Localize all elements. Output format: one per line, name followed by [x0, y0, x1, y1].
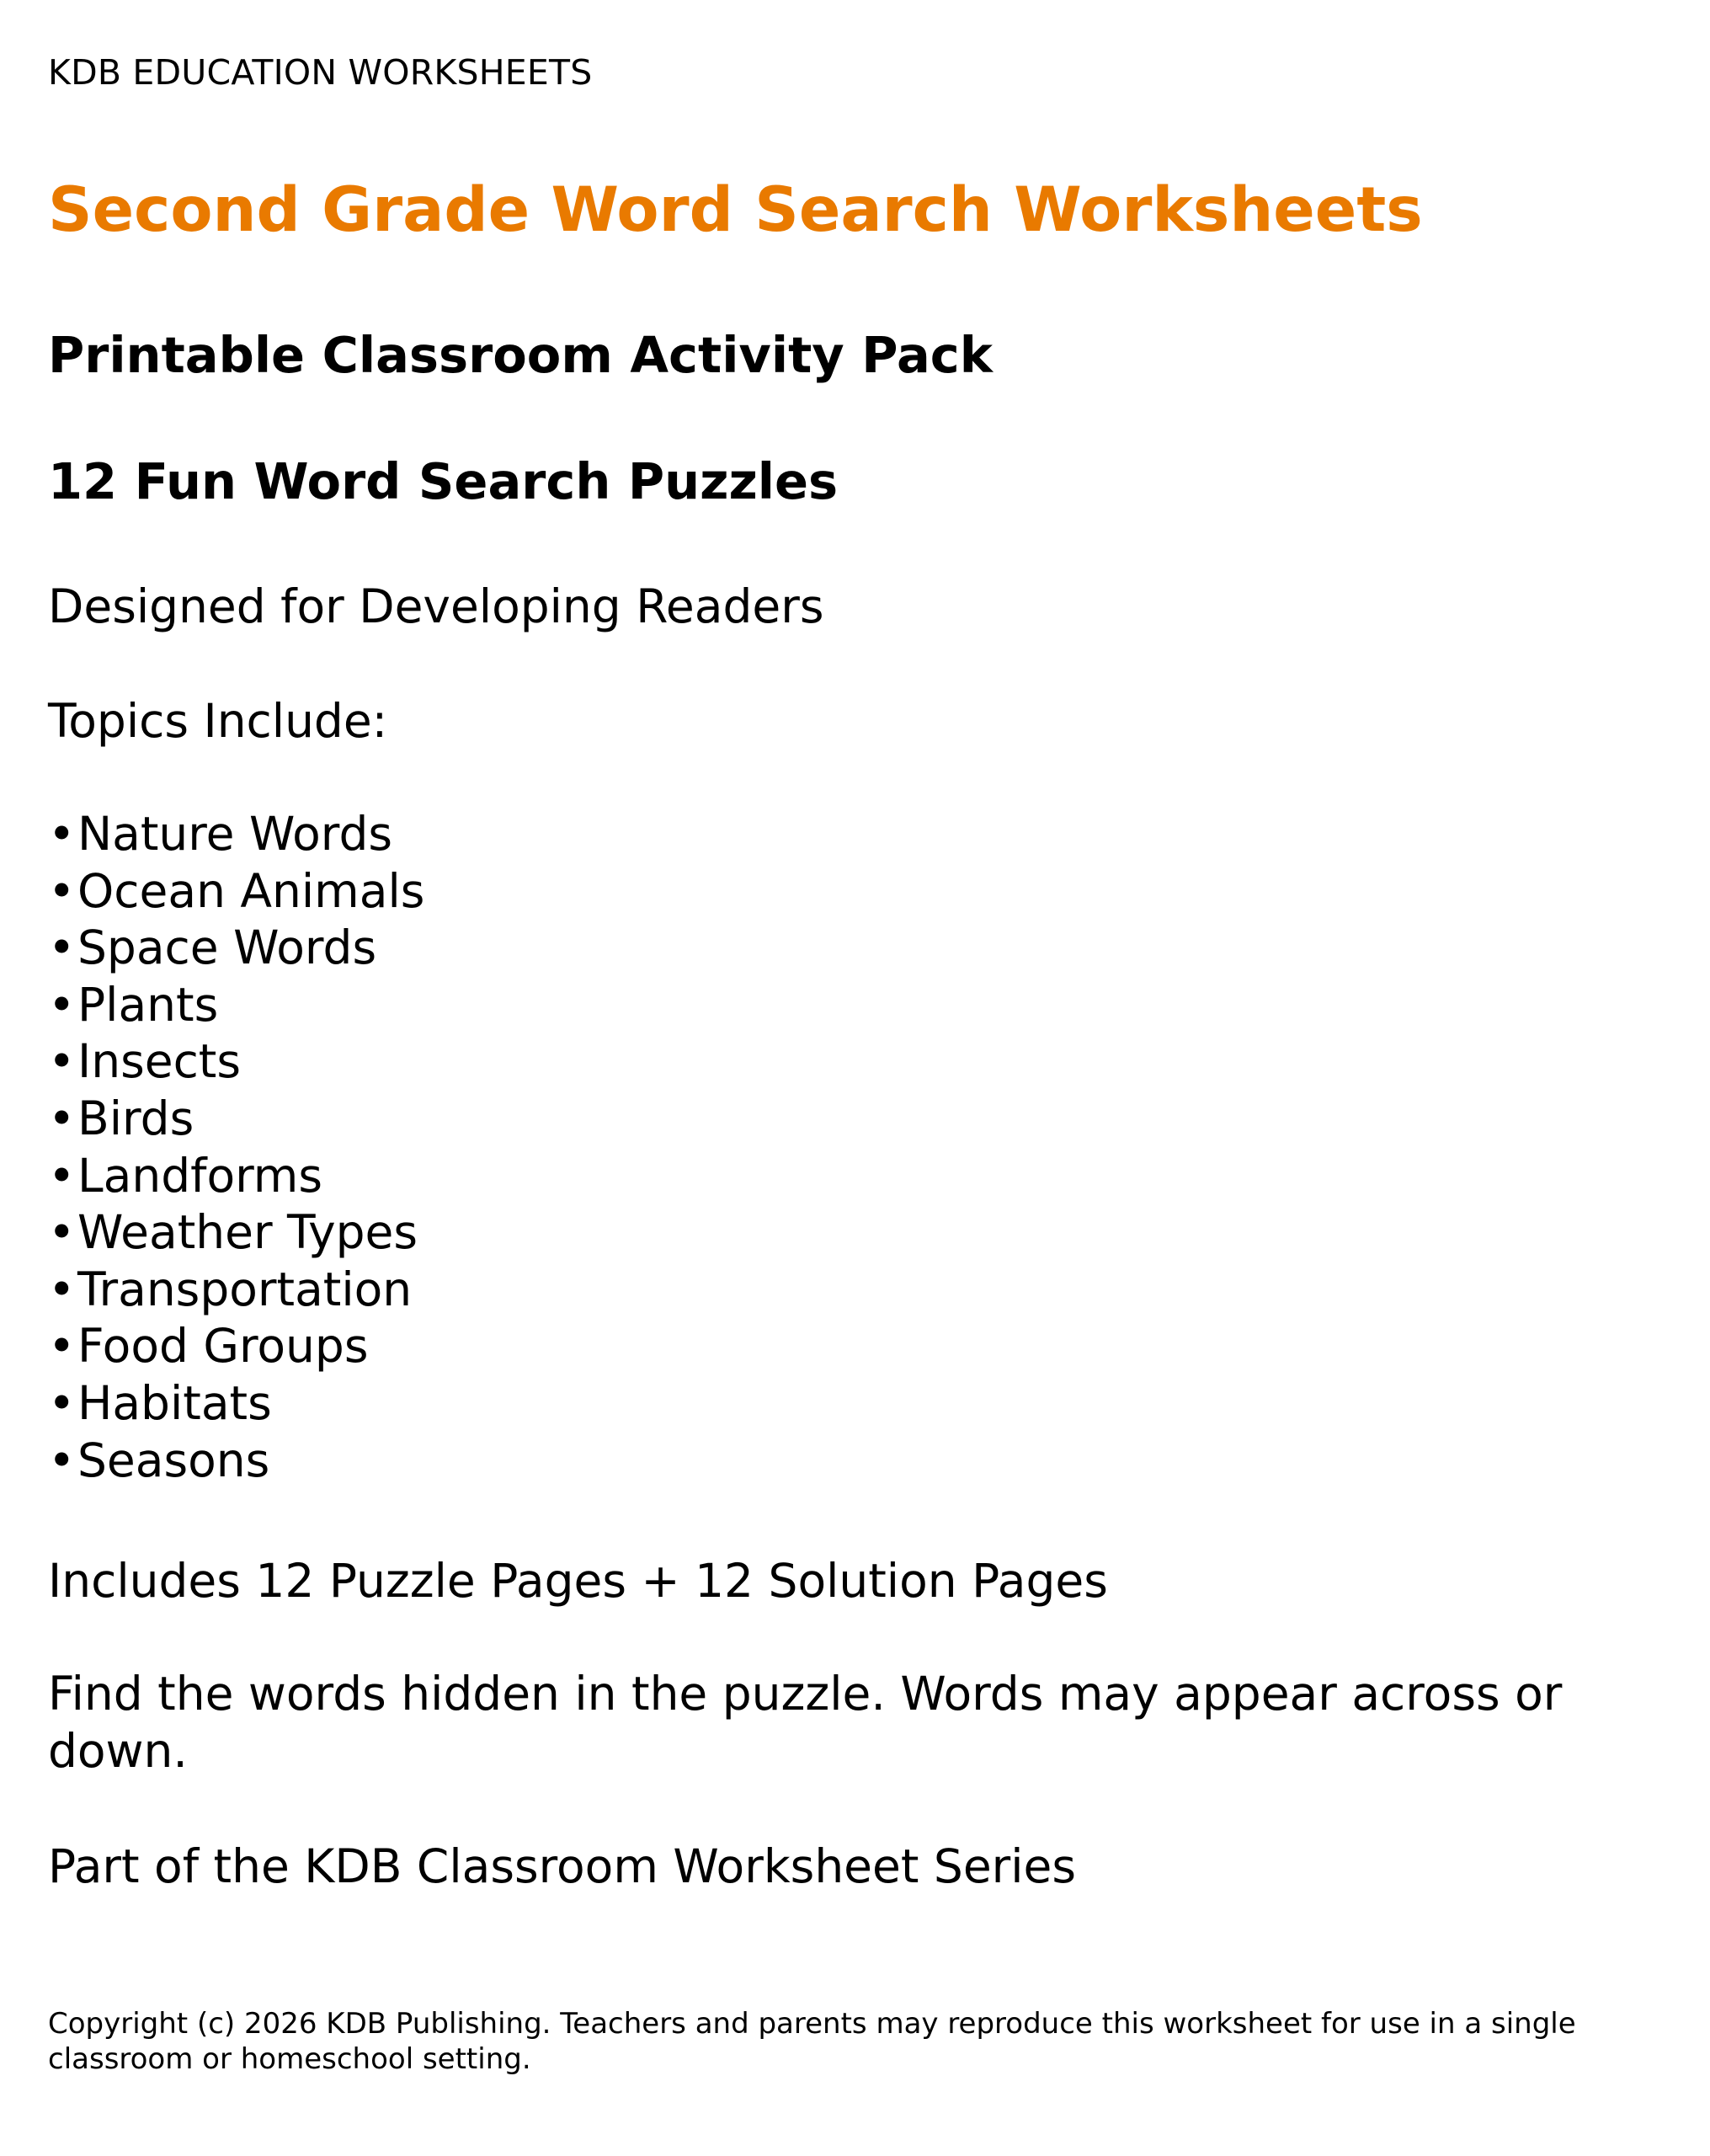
copyright-notice: Copyright (c) 2026 KDB Publishing. Teachers and parents may reproduce this worksheet for use in a single classroom or homeschool setting.: [48, 2007, 1576, 2076]
series-text: Part of the KDB Classroom Worksheet Series: [48, 1839, 1077, 1893]
page-title: Second Grade Word Search Worksheets: [48, 174, 1423, 246]
topic-label: Space Words: [77, 921, 377, 975]
topic-list-item: [48, 1148, 424, 1205]
topic-label: Seasons: [77, 1433, 270, 1487]
bullet-icon: •: [48, 921, 76, 975]
topic-list-item: [48, 1318, 424, 1375]
bullet-icon: •: [48, 863, 76, 918]
bullet-icon: •: [48, 1205, 76, 1260]
topic-label: Birds: [77, 1091, 194, 1145]
topic-label: Insects: [77, 1034, 242, 1089]
topics-heading: Topics Include:: [48, 694, 388, 748]
publisher-header: KDB EDUCATION WORKSHEETS: [48, 52, 593, 93]
bullet-icon: •: [48, 1091, 76, 1145]
bullet-icon: •: [48, 1034, 76, 1089]
topic-list-item: [48, 1033, 424, 1091]
bullet-icon: •: [48, 977, 76, 1032]
topic-list-item: [48, 977, 424, 1034]
bullet-icon: •: [48, 1433, 76, 1487]
topic-list-item: [48, 920, 424, 977]
bullet-icon: •: [48, 1375, 76, 1430]
topic-list-item: [48, 1091, 424, 1148]
topic-label: Plants: [77, 977, 219, 1032]
topic-label: Habitats: [77, 1375, 272, 1430]
topic-label: Weather Types: [77, 1205, 418, 1260]
topic-label: Landforms: [77, 1148, 323, 1203]
topic-list-item: [48, 1375, 424, 1433]
topics-list: [48, 806, 424, 1489]
topic-label: Food Groups: [77, 1319, 369, 1374]
topic-list-item: [48, 1204, 424, 1262]
topic-label: Transportation: [77, 1262, 413, 1316]
topic-label: Ocean Animals: [77, 863, 425, 918]
topic-label: Nature Words: [77, 807, 393, 861]
audience-text: Designed for Developing Readers: [48, 579, 824, 633]
bullet-icon: •: [48, 807, 76, 861]
puzzle-count-heading: 12 Fun Word Search Puzzles: [48, 452, 839, 510]
topic-list-item: [48, 806, 424, 863]
bullet-icon: •: [48, 1148, 76, 1203]
bullet-icon: •: [48, 1262, 76, 1316]
bullet-icon: •: [48, 1319, 76, 1374]
includes-text: Includes 12 Puzzle Pages + 12 Solution Pages: [48, 1554, 1108, 1608]
topic-list-item: [48, 1433, 424, 1490]
topic-list-item: [48, 1262, 424, 1319]
instructions-text: Find the words hidden in the puzzle. Words may appear across or down.: [48, 1667, 1563, 1778]
topic-list-item: [48, 863, 424, 921]
subtitle: Printable Classroom Activity Pack: [48, 326, 993, 384]
